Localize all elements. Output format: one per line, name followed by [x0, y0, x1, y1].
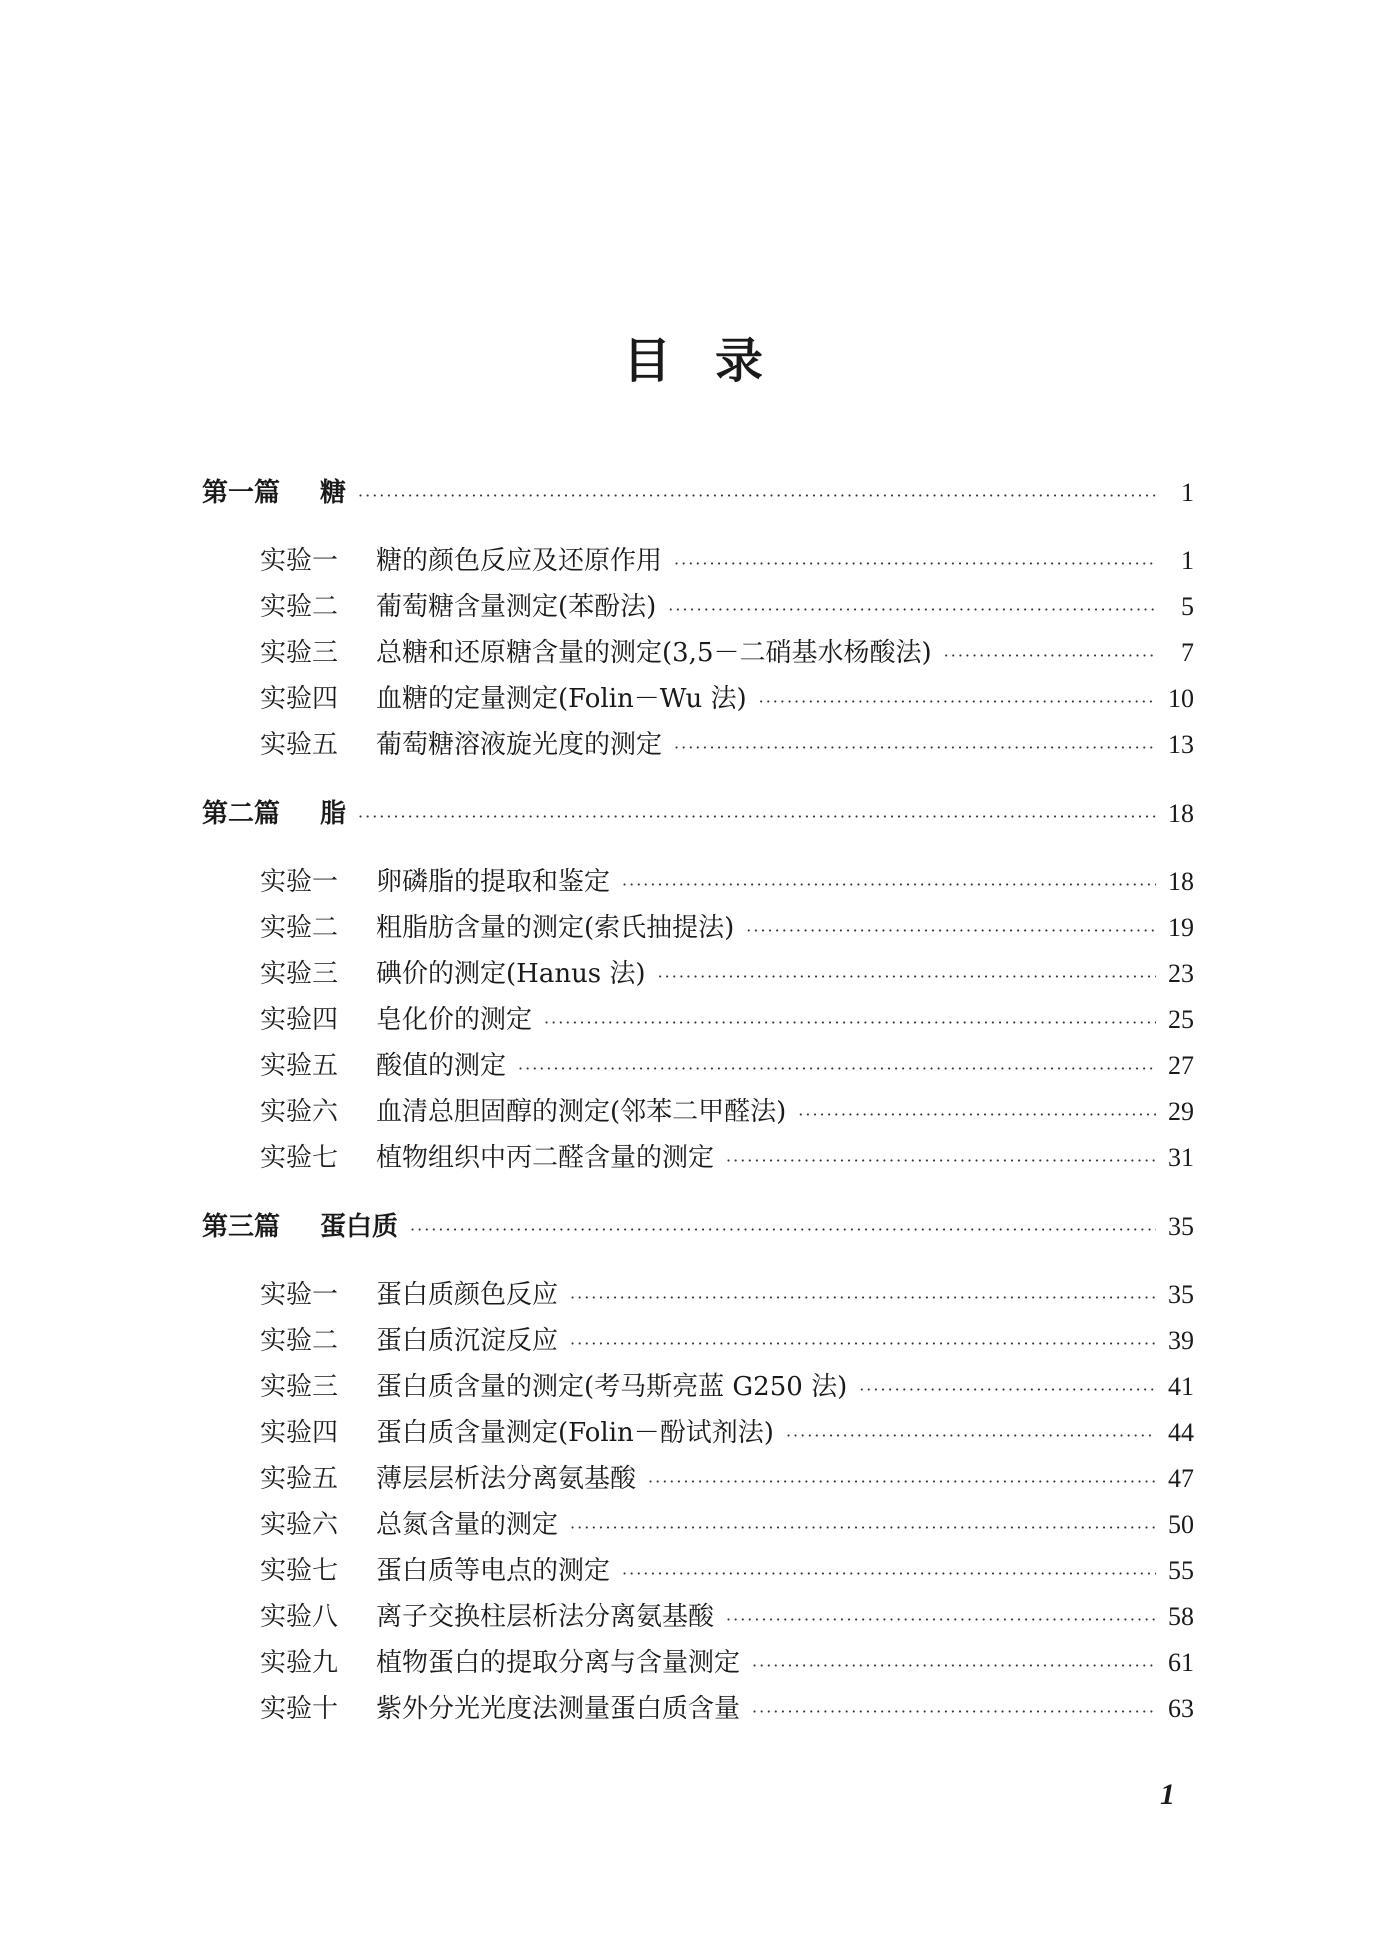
experiment-title: 总氮含量的测定 — [376, 1510, 559, 1540]
toc-entry[interactable] — [202, 1550, 1194, 1596]
experiment-number: 实验二 — [260, 1326, 339, 1356]
experiment-number: 实验四 — [260, 1005, 339, 1035]
experiment-title: 薄层层析法分离氨基酸 — [376, 1464, 637, 1494]
experiment-title: 酸值的测定 — [376, 1051, 507, 1081]
toc-entry[interactable] — [202, 678, 1194, 724]
experiment-number: 实验十 — [260, 1694, 339, 1724]
toc-entry[interactable] — [202, 861, 1194, 907]
part-number: 第三篇 — [202, 1212, 281, 1242]
entry-page-number: 41 — [1168, 1372, 1194, 1401]
leader-dots — [570, 1518, 1156, 1537]
toc-entry[interactable] — [202, 1091, 1194, 1137]
experiment-number: 实验八 — [260, 1602, 339, 1632]
experiment-number: 实验一 — [260, 867, 339, 897]
experiment-title: 皂化价的测定 — [376, 1005, 533, 1035]
experiment-number: 实验三 — [260, 959, 339, 989]
toc-part-heading[interactable] — [202, 793, 1194, 839]
entry-page-number: 35 — [1168, 1280, 1194, 1309]
leader-dots — [518, 1059, 1156, 1078]
entry-page-number: 63 — [1168, 1694, 1194, 1723]
toc-entry[interactable] — [202, 1412, 1194, 1458]
entry-page-number: 5 — [1181, 592, 1194, 621]
leader-dots — [358, 807, 1156, 826]
entry-page-number: 29 — [1168, 1097, 1194, 1126]
entry-page-number: 23 — [1168, 959, 1194, 988]
entry-page-number: 44 — [1168, 1418, 1194, 1447]
experiment-title: 蛋白质颜色反应 — [376, 1280, 559, 1310]
experiment-number: 实验五 — [260, 730, 339, 760]
experiment-number: 实验六 — [260, 1510, 339, 1540]
experiment-title: 卵磷脂的提取和鉴定 — [376, 867, 611, 897]
experiment-number: 实验四 — [260, 684, 339, 714]
experiment-title: 血清总胆固醇的测定(邻苯二甲醛法) — [376, 1097, 787, 1127]
leader-dots — [752, 1656, 1156, 1675]
experiment-title: 总糖和还原糖含量的测定(3,5－二硝基水杨酸法) — [376, 638, 932, 668]
entry-page-number: 58 — [1168, 1602, 1194, 1631]
leader-dots — [658, 967, 1156, 986]
experiment-title: 植物组织中丙二醛含量的测定 — [376, 1143, 715, 1173]
experiment-title: 碘价的测定(Hanus 法) — [376, 959, 646, 989]
leader-dots — [648, 1472, 1156, 1491]
toc-entry[interactable] — [202, 1688, 1194, 1734]
leader-dots — [786, 1426, 1156, 1445]
toc-part-heading[interactable] — [202, 1206, 1194, 1252]
toc-entry[interactable] — [202, 1366, 1194, 1412]
leader-dots — [726, 1610, 1156, 1629]
page-number: 1 — [1160, 1778, 1175, 1811]
experiment-number: 实验一 — [260, 1280, 339, 1310]
experiment-number: 实验七 — [260, 1143, 339, 1173]
toc-entry[interactable] — [202, 632, 1194, 678]
toc-entry[interactable] — [202, 1458, 1194, 1504]
table-of-contents — [202, 472, 1194, 1734]
part-number: 第一篇 — [202, 478, 281, 508]
leader-dots — [674, 738, 1156, 757]
leader-dots — [570, 1334, 1156, 1353]
toc-entry[interactable] — [202, 1596, 1194, 1642]
leader-dots — [674, 554, 1156, 573]
experiment-title: 糖的颜色反应及还原作用 — [376, 546, 663, 576]
experiment-title: 植物蛋白的提取分离与含量测定 — [376, 1648, 741, 1678]
entry-page-number: 39 — [1168, 1326, 1194, 1355]
toc-entry[interactable] — [202, 1642, 1194, 1688]
leader-dots — [410, 1220, 1156, 1239]
experiment-number: 实验五 — [260, 1464, 339, 1494]
leader-dots — [798, 1105, 1156, 1124]
toc-entry[interactable] — [202, 1045, 1194, 1091]
part-number: 第二篇 — [202, 799, 281, 829]
leader-dots — [746, 921, 1156, 940]
experiment-number: 实验五 — [260, 1051, 339, 1081]
leader-dots — [859, 1380, 1156, 1399]
experiment-number: 实验三 — [260, 1372, 339, 1402]
experiment-title: 蛋白质等电点的测定 — [376, 1556, 611, 1586]
part-page-number: 1 — [1181, 478, 1194, 507]
entry-page-number: 27 — [1168, 1051, 1194, 1080]
experiment-number: 实验九 — [260, 1648, 339, 1678]
entry-page-number: 10 — [1168, 684, 1194, 713]
experiment-title: 血糖的定量测定(Folin－Wu 法) — [376, 684, 747, 714]
experiment-number: 实验二 — [260, 913, 339, 943]
experiment-title: 葡萄糖含量测定(苯酚法) — [376, 592, 657, 622]
experiment-number: 实验七 — [260, 1556, 339, 1586]
toc-entry[interactable] — [202, 724, 1194, 770]
experiment-number: 实验三 — [260, 638, 339, 668]
toc-entry[interactable] — [202, 586, 1194, 632]
leader-dots — [358, 486, 1156, 505]
experiment-title: 蛋白质沉淀反应 — [376, 1326, 559, 1356]
toc-entry[interactable] — [202, 1274, 1194, 1320]
part-title: 脂 — [320, 799, 347, 829]
part-page-number: 18 — [1168, 799, 1194, 828]
entry-page-number: 7 — [1181, 638, 1194, 667]
experiment-title: 蛋白质含量的测定(考马斯亮蓝 G250 法) — [376, 1372, 848, 1402]
toc-entry[interactable] — [202, 907, 1194, 953]
entry-page-number: 61 — [1168, 1648, 1194, 1677]
experiment-number: 实验六 — [260, 1097, 339, 1127]
page-title: 目录 — [622, 333, 807, 389]
entry-page-number: 47 — [1168, 1464, 1194, 1493]
experiment-title: 蛋白质含量测定(Folin－酚试剂法) — [376, 1418, 774, 1448]
entry-page-number: 55 — [1168, 1556, 1194, 1585]
leader-dots — [752, 1702, 1156, 1721]
experiment-title: 葡萄糖溶液旋光度的测定 — [376, 730, 663, 760]
entry-page-number: 13 — [1168, 730, 1194, 759]
part-title: 糖 — [320, 478, 347, 508]
part-page-number: 35 — [1168, 1212, 1194, 1241]
toc-entry[interactable] — [202, 1320, 1194, 1366]
leader-dots — [622, 875, 1156, 894]
entry-page-number: 25 — [1168, 1005, 1194, 1034]
experiment-number: 实验一 — [260, 546, 339, 576]
entry-page-number: 19 — [1168, 913, 1194, 942]
entry-page-number: 18 — [1168, 867, 1194, 896]
leader-dots — [544, 1013, 1156, 1032]
leader-dots — [726, 1151, 1156, 1170]
leader-dots — [570, 1288, 1156, 1307]
leader-dots — [759, 692, 1156, 711]
experiment-number: 实验四 — [260, 1418, 339, 1448]
toc-entry[interactable] — [202, 999, 1194, 1045]
entry-page-number: 50 — [1168, 1510, 1194, 1539]
entry-page-number: 31 — [1168, 1143, 1194, 1172]
toc-part-heading[interactable] — [202, 472, 1194, 518]
experiment-number: 实验二 — [260, 592, 339, 622]
part-title: 蛋白质 — [320, 1212, 399, 1242]
experiment-title: 粗脂肪含量的测定(索氏抽提法) — [376, 913, 735, 943]
toc-entry[interactable] — [202, 540, 1194, 586]
experiment-title: 紫外分光光度法测量蛋白质含量 — [376, 1694, 741, 1724]
experiment-title: 离子交换柱层析法分离氨基酸 — [376, 1602, 715, 1632]
leader-dots — [668, 600, 1156, 619]
toc-entry[interactable] — [202, 1137, 1194, 1183]
leader-dots — [622, 1564, 1156, 1583]
toc-entry[interactable] — [202, 1504, 1194, 1550]
leader-dots — [944, 646, 1156, 665]
entry-page-number: 1 — [1181, 546, 1194, 575]
toc-entry[interactable] — [202, 953, 1194, 999]
